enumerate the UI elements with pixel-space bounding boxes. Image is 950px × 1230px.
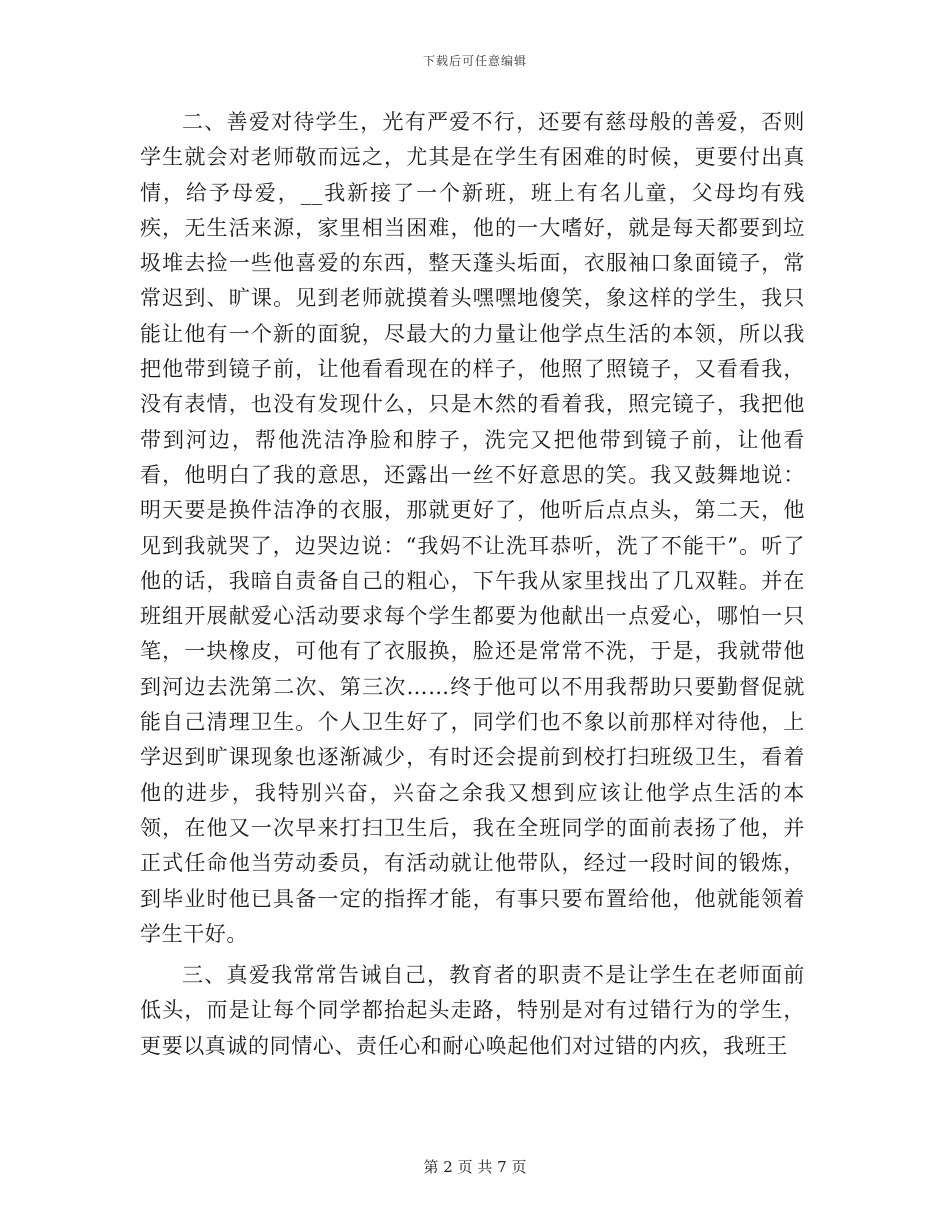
document-body bbox=[140, 105, 805, 1064]
page-header-note: 下载后可任意编辑 bbox=[422, 54, 527, 68]
page-number-footer: 第 2 页 共 7 页 bbox=[423, 1158, 527, 1176]
paragraph-3-zhen-ai: 三、真爱我常常告诫自己，教育者的职责不是让学生在老师面前低头，而是让每个同学都抬起头走路，特别是对有过错行为的学生，更要以真诚的同情心、责任心和耐心唤起他们对过错的内疚，我班王 bbox=[140, 963, 805, 1058]
paragraph-2-shan-ai: 二、善爱对待学生，光有严爱不行，还要有慈母般的善爱，否则学生就会对老师敬而远之，尤其是在学生有困难的时候，更要付出真情，给予母爱，__我新接了一个新班，班上有名儿童，父母均有残疾，无生活来源，家里相当困难，他的一大嗜好，就是每天都要到垃圾堆去捡一些他喜爱的东西，整天蓬头垢面，衣服袖口象面镜子，常常迟到、旷课。见到老师就摸着头嘿嘿地傻笑，象这样的学生，我只能让他有一个新的面貌，尽最大的力量让他学点生活的本领，所以我把他带到镜子前，让他看看现在的样子，他照了照镜子，又看看我，没有表情，也没有发现什么，只是木然的看着我，照完镜子，我把他带到河边，帮他洗洁净脸和脖子，洗完又把他带到镜子前，让他看看，他明白了我的意思，还露出一丝不好意思的笑。我又鼓舞地说：明天要是换件洁净的衣服，那就更好了，他听后点点头，第二天，他见到我就哭了，边哭边说：“我妈不让洗耳恭听，洗了不能干”。听了他的话，我暗自责备自己的粗心，下午我从家里找出了几双鞋。并在班组开展献爱心活动要求每个学生都要为他献出一点爱心，哪怕一只笔，一块橡皮，可他有了衣服换，脸还是常常不洗，于是，我就带他到河边去洗第二次、第三次……终于他可以不用我帮助只要勤督促就能自己清理卫生。个人卫生好了，同学们也不象以前那样对待他，上学迟到旷课现象也逐渐减少，有时还会提前到校打扫班级卫生，看着他的进步，我特别兴奋，兴奋之余我又想到应该让他学点生活的本领，在他又一次早来打扫卫生后，我在全班同学的面前表扬了他，并正式任命他当劳动委员，有活动就让他带队，经过一段时间的锻炼，到毕业时他已具备一定的指挥才能，有事只要布置给他，他就能领着学生干好。 bbox=[140, 110, 805, 946]
